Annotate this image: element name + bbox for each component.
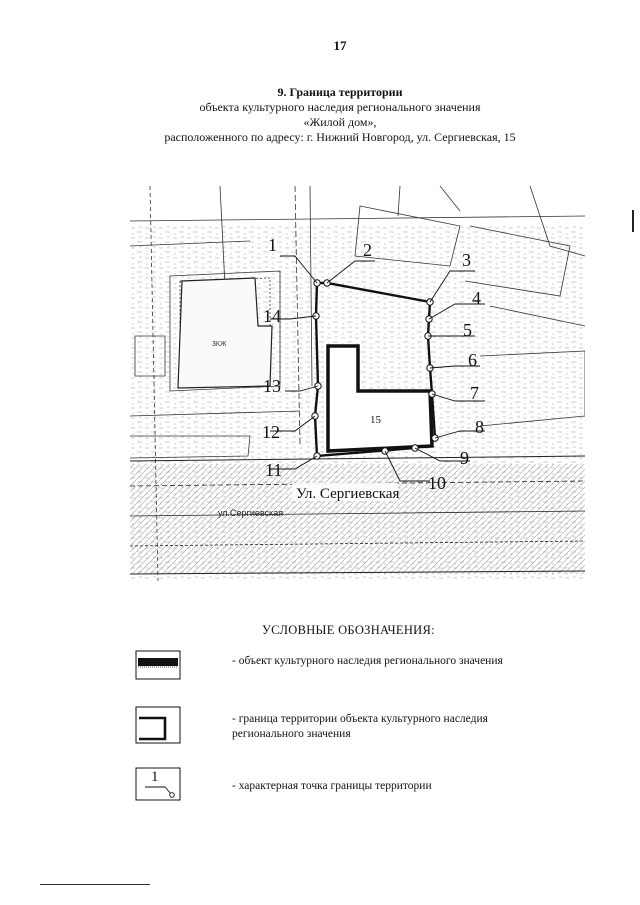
point-label-10: 10 [428, 473, 446, 493]
title-block [0, 85, 640, 145]
point-label-6: 6 [468, 350, 477, 370]
title-line-2: объекта культурного наследия регионального значения [199, 100, 481, 114]
heritage-object-symbol [135, 650, 181, 685]
building-label: 3КЖ [212, 341, 227, 348]
legend-text-territory-boundary: - граница территории объекта культурного наследия регионального значения [232, 713, 488, 740]
point-label-12: 12 [262, 422, 280, 442]
point-label-11: 11 [265, 460, 283, 480]
legend-title: УСЛОВНЫЕ ОБОЗНАЧЕНИЯ: [262, 623, 435, 637]
street-band [130, 456, 585, 574]
title-line-3: «Жилой дом», [303, 115, 377, 129]
point-label-14: 14 [263, 306, 281, 326]
footer-rule [40, 884, 150, 885]
title-heading: 9. Граница территории [277, 85, 403, 99]
street-label-small: ул.Сергиевская [218, 508, 284, 518]
point-label-4: 4 [472, 288, 481, 308]
point-label-13: 13 [263, 376, 281, 396]
margin-mark [632, 210, 634, 232]
territory-boundary-symbol [135, 706, 181, 749]
page-number: 17 [333, 38, 347, 53]
point-label-5: 5 [463, 320, 472, 340]
point-label-3: 3 [462, 250, 471, 270]
object-number: 15 [370, 414, 381, 426]
boundary-point-symbol-label: 1 [151, 769, 159, 785]
legend-text-boundary-point: - характерная точка границы территории [232, 780, 432, 792]
point-label-9: 9 [460, 448, 469, 468]
point-label-7: 7 [470, 383, 479, 403]
street-label: Ул. Сергиевская [296, 486, 400, 502]
point-label-8: 8 [475, 417, 484, 437]
point-label-1: 1 [268, 235, 277, 255]
title-line-4: расположенного по адресу: г. Нижний Новгород, ул. Сергиевская, 15 [164, 130, 516, 144]
cadastral-map [130, 186, 585, 581]
point-label-2: 2 [363, 240, 372, 260]
legend-text-heritage-object: - объект культурного наследия регионального значения [232, 655, 503, 667]
